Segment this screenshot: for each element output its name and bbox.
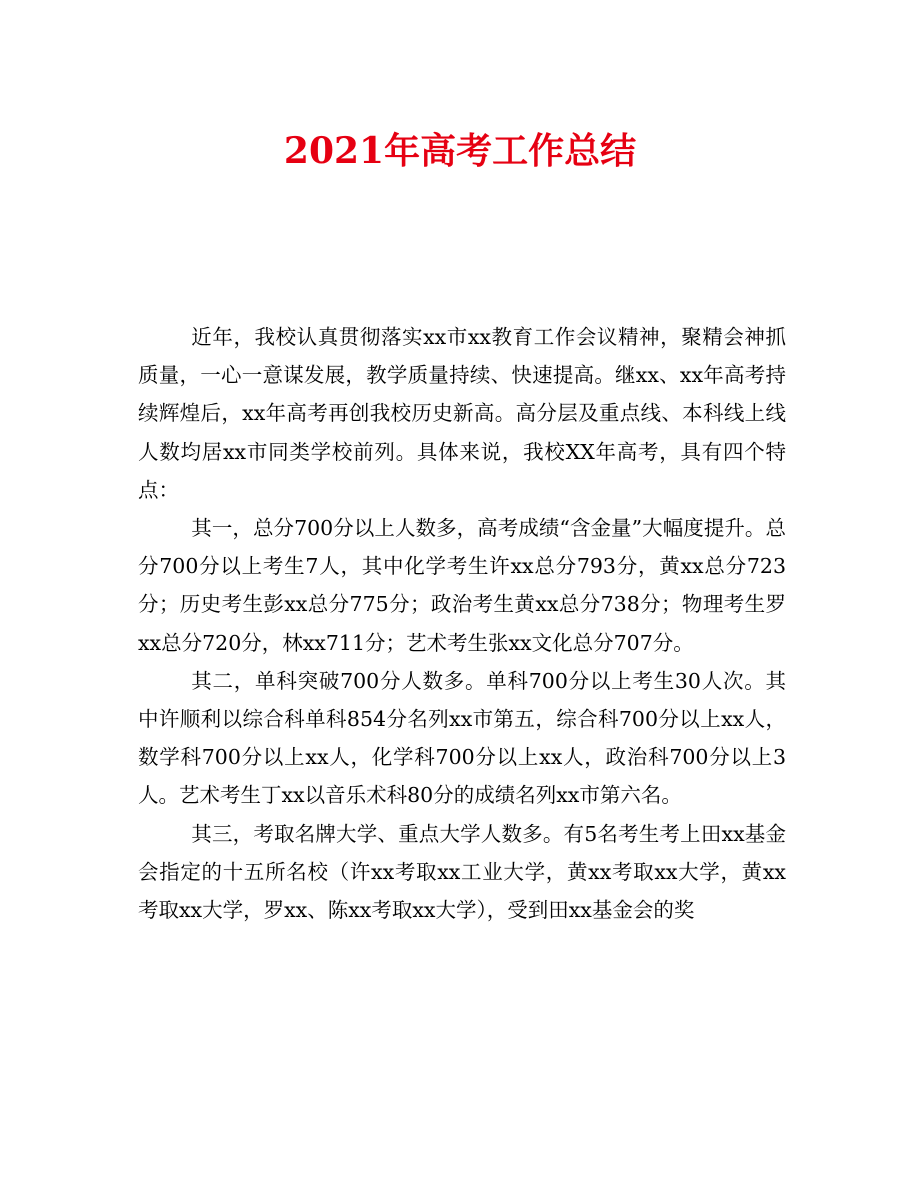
paragraph-point-3: 其三，考取名牌大学、重点大学人数多。有5名考生考上田xx基金会指定的十五所名校（许xx考取xx工业大学，黄xx考取xx大学，黄xx考取xx大学，罗xx、陈xx考取xx大学），受到田xx基金会的奖 [138,821,786,923]
document-body [138,318,786,929]
paragraph-intro: 近年，我校认真贯彻落实xx市xx教育工作会议精神，聚精会神抓质量，一心一意谋发展，教学质量持续、快速提高。继xx、xx年高考持续辉煌后，xx年高考再创我校历史新高。高分层及重点线、本科线上线人数均居xx市同类学校前列。具体来说，我校XX年高考，具有四个特点： [138,325,786,502]
paragraph-point-1: 其一，总分700分以上人数多，高考成绩“含金量”大幅度提升。总分700分以上考生7人，其中化学考生许xx总分793分，黄xx总分723分；历史考生彭xx总分775分；政治考生黄xx总分738分；物理考生罗xx总分720分，林xx711分；艺术考生张xx文化总分707分。 [138,516,786,655]
paragraph-point-2: 其二，单科突破700分人数多。单科700分以上考生30人次。其中许顺利以综合科单科854分名列xx市第五，综合科700分以上xx人，数学科700分以上xx人，化学科700分以上xx人，政治科700分以上3人。艺术考生丁xx以音乐术科80分的成绩名列xx市第六名。 [138,668,786,808]
document-title: 2021年高考工作总结 [283,130,637,172]
